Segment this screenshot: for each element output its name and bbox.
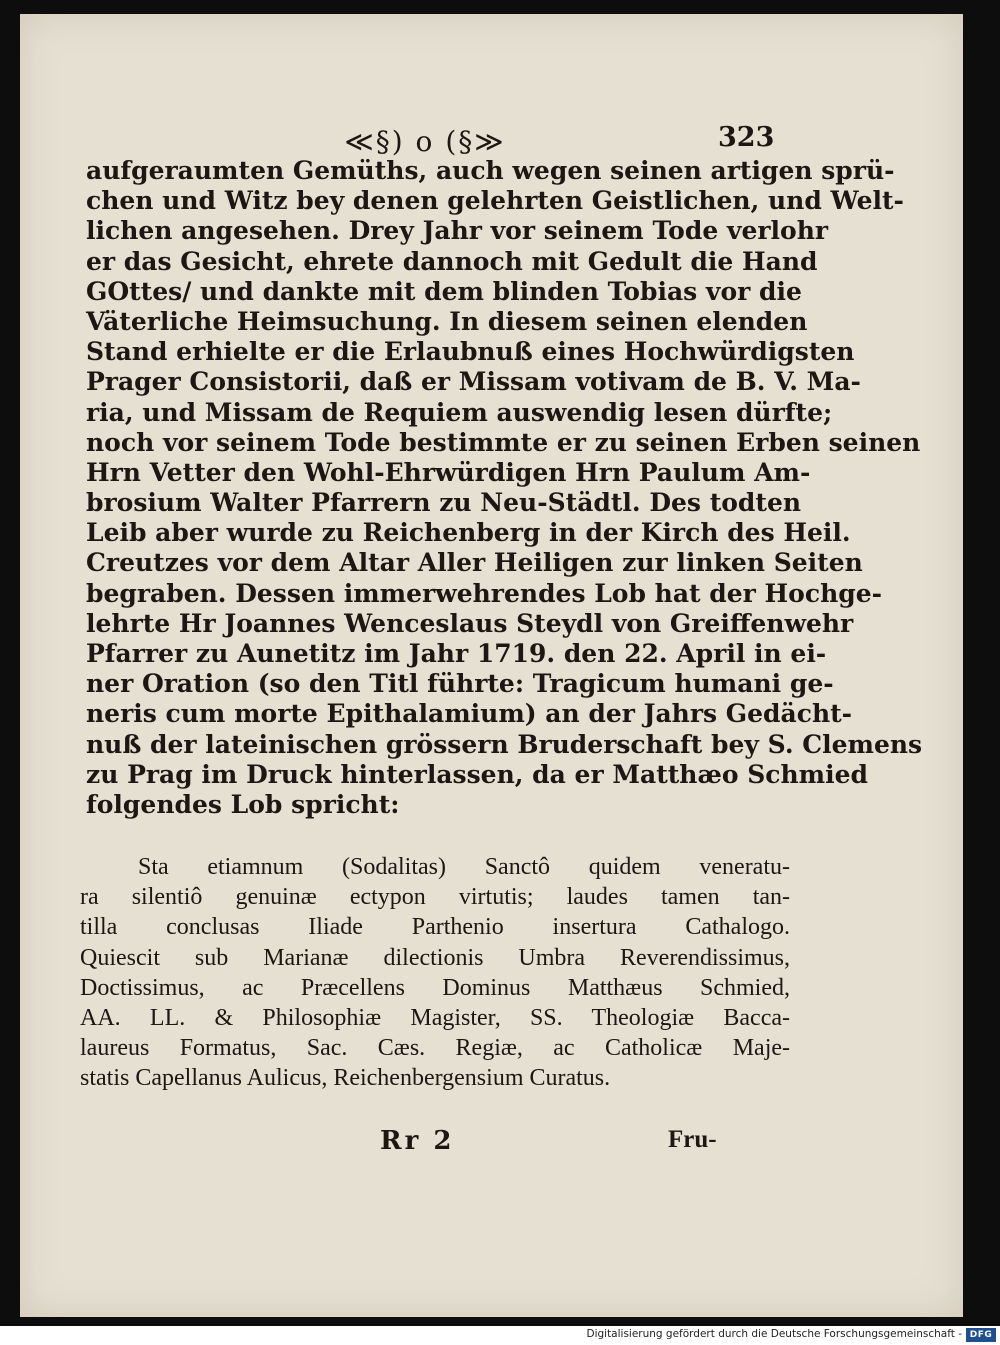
quote-line: ra silentiô genuinæ ectypon virtutis; laudes tamen tan- bbox=[80, 884, 790, 911]
catchword: Fru- bbox=[668, 1126, 717, 1153]
text-line: folgendes Lob spricht: bbox=[86, 789, 400, 819]
latin-quotation bbox=[80, 852, 790, 1094]
text-line: lichen angesehen. Drey Jahr vor seinem Tode verlohr bbox=[86, 216, 829, 246]
main-paragraph bbox=[86, 156, 923, 820]
page-number: 323 bbox=[718, 122, 775, 153]
text-line: brosium Walter Pfarrern zu Neu-Städtl. Des todten bbox=[86, 488, 802, 518]
text-line: ner Oration (so den Titl führte: Tragicum humani ge- bbox=[86, 669, 834, 699]
quote-line: Sta etiamnum (Sodalitas) Sanctô quidem veneratu- bbox=[138, 854, 790, 880]
text-line: er das Gesicht, ehrete dannoch mit Gedult die Hand bbox=[86, 246, 818, 276]
text-line: begraben. Dessen immerwehrendes Lob hat der Hochge- bbox=[86, 578, 883, 608]
book-page bbox=[20, 14, 963, 1317]
text-line: Pfarrer zu Aunetitz im Jahr 1719. den 22. April in ei- bbox=[86, 639, 827, 668]
text-line: Stand erhielte er die Erlaubnuß eines Hochwürdigsten bbox=[86, 337, 855, 367]
text-line: chen und Witz bey denen gelehrten Geistlichen, und Welt- bbox=[86, 186, 904, 216]
quote-line: Doctissimus, ac Præcellens Dominus Matthæus Schmied, bbox=[80, 974, 790, 1001]
text-line: aufgeraumten Gemüths, auch wegen seinen artigen sprü- bbox=[86, 156, 895, 185]
text-line: Hrn Vetter den Wohl-Ehrwürdigen Hrn Paulum Am- bbox=[86, 457, 811, 487]
quote-line: statis Capellanus Aulicus, Reichenbergensium Curatus. bbox=[80, 1065, 611, 1092]
credit-bar bbox=[0, 1326, 1000, 1345]
text-line: Creutzes vor dem Altar Aller Heiligen zur linken Seiten bbox=[86, 548, 863, 578]
quote-line: Quiescit sub Marianæ dilectionis Umbra Reverendissimus, bbox=[80, 944, 790, 971]
text-line: Prager Consistorii, daß er Missam votivam de B. V. Ma- bbox=[86, 367, 861, 397]
text-line: Leib aber wurde zu Reichenberg in der Kirch des Heil. bbox=[86, 518, 851, 548]
page-footer bbox=[20, 1126, 963, 1166]
text-line: GOttes/ und dankte mit dem blinden Tobias vor die bbox=[86, 276, 802, 306]
dfg-logo[interactable]: DFG bbox=[966, 1328, 996, 1342]
text-line: neris cum morte Epithalamium) an der Jahrs Gedächt- bbox=[86, 699, 853, 729]
funding-credit: Digitalisierung gefördert durch die Deutsche Forschungsgemeinschaft - bbox=[586, 1328, 962, 1340]
text-line: ria, und Missam de Requiem auswendig lesen dürfte; bbox=[86, 397, 833, 427]
header-ornament: ≪§) o (§≫ bbox=[344, 124, 506, 158]
signature-mark: Rr 2 bbox=[380, 1126, 455, 1156]
quote-line: laureus Formatus, Sac. Cæs. Regiæ, ac Catholicæ Maje- bbox=[80, 1035, 790, 1062]
quote-line: AA. LL. & Philosophiæ Magister, SS. Theologiæ Bacca- bbox=[80, 1004, 790, 1031]
text-line: lehrte Hr Joannes Wenceslaus Steydl von Greiffenwehr bbox=[86, 608, 854, 638]
text-line: zu Prag im Druck hinterlassen, da er Matthæo Schmied bbox=[86, 759, 869, 789]
text-line: noch vor seinem Tode bestimmte er zu seinen Erben seinen bbox=[86, 427, 921, 457]
text-line: nuß der lateinischen grössern Bruderschaft bey S. Clemens bbox=[86, 729, 923, 759]
quote-line: tilla conclusas Iliade Parthenio insertura Cathalogo. bbox=[80, 914, 790, 941]
text-line: Väterliche Heimsuchung. In diesem seinen elenden bbox=[86, 306, 808, 336]
